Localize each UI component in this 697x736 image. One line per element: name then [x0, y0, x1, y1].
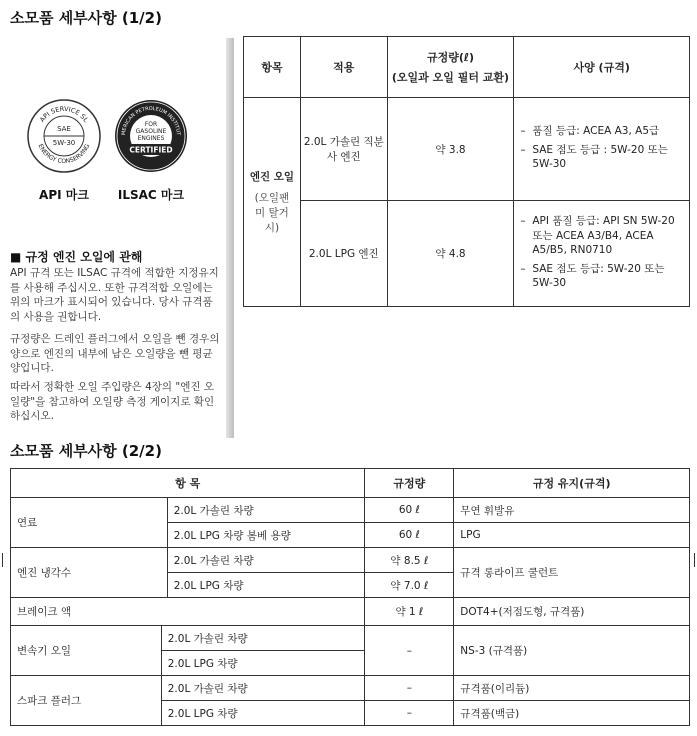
table-row — [11, 548, 690, 573]
spark-spec: 규격품(백금) — [454, 701, 690, 726]
transmission-qty: – — [365, 626, 454, 676]
engine-oil-table — [243, 36, 690, 307]
col-item: 항 목 — [11, 469, 365, 498]
coolant-name: 엔진 냉각수 — [11, 548, 168, 598]
col-qty-line1: 규정량(ℓ) — [426, 51, 475, 64]
col-qty-line2: (오일과 오일 필터 교환) — [391, 71, 510, 84]
spec-item: – API 품질 등급: API SN 5W-20 또는 ACEA A3/B4, ACEA A5/B5, RN0710 — [520, 214, 683, 258]
spec-cell — [514, 98, 690, 201]
table-row — [244, 201, 690, 307]
engine-oil-item-name: 엔진 오일 — [249, 171, 295, 183]
engine-oil-item-note: (오일팬 미 탈거 시) — [254, 192, 290, 234]
notes-paragraph-2: 규정량은 드레인 플러그에서 오일을 뺀 경우의 양으로 엔진의 내부에 남은 오일량을 뺀 평균 양입니다. — [10, 333, 220, 374]
apply-cell: 2.0L 가솔린 직분사 엔진 — [300, 98, 387, 201]
table-row — [11, 598, 690, 626]
engine-oil-item-cell — [244, 98, 301, 307]
spec-item: – 품질 등급: ACEA A3, A5급 — [520, 124, 683, 139]
table-row — [11, 676, 690, 701]
notes-paragraph-3: 따라서 정확한 오일 주입량은 4장의 "엔진 오일량"을 참고하여 오일량 측정 게이지로 확인하십시오. — [10, 381, 215, 422]
coolant-sub: 2.0L 가솔린 차량 — [167, 548, 365, 573]
spark-sub: 2.0L LPG 차량 — [161, 701, 365, 726]
coolant-spec: 규격 롱라이프 쿨런트 — [454, 548, 690, 598]
qty-cell: 약 3.8 — [387, 98, 514, 201]
svg-text:API SERVICE SL — [38, 105, 90, 124]
transmission-name: 변속기 오일 — [11, 626, 162, 676]
brake-spec: DOT4+(저점도형, 규격품) — [454, 598, 690, 626]
col-spec: 규정 유지(규격) — [454, 469, 690, 498]
engine-oil-header-row — [244, 37, 690, 98]
qty-cell: 약 4.8 — [387, 201, 514, 307]
ilsac-center-line3: ENGINES — [137, 135, 165, 142]
fuel-sub: 2.0L 가솔린 차량 — [167, 498, 365, 523]
brake-qty: 약 1 ℓ — [365, 598, 454, 626]
ilsac-banner: CERTIFIED — [129, 145, 173, 155]
consumables-table — [10, 468, 690, 726]
api-mark-label: API 마크 — [39, 188, 89, 202]
right-edge-mark — [694, 553, 695, 567]
api-center-line1: SAE — [57, 125, 71, 133]
ilsac-center-line2: GASOLINE — [135, 128, 167, 135]
side-shade-bar — [226, 38, 234, 438]
api-ring-bottom: ENERGY CONSERVING — [36, 143, 92, 166]
consumables-header-row — [11, 469, 690, 498]
spark-spec: 규격품(이리듐) — [454, 676, 690, 701]
fuel-name: 연료 — [11, 498, 168, 548]
fuel-qty: 60 ℓ — [365, 498, 454, 523]
coolant-qty: 약 7.0 ℓ — [365, 573, 454, 598]
fuel-spec: 무연 휘발유 — [454, 498, 690, 523]
col-spec: 사양 (규격) — [514, 37, 690, 98]
fuel-spec: LPG — [454, 523, 690, 548]
table-row — [11, 498, 690, 523]
col-apply: 적용 — [300, 37, 387, 98]
col-item: 항목 — [244, 37, 301, 98]
notes-paragraph-1: API 규격 또는 ILSAC 규격에 적합한 지정유지를 사용해 주십시오. 또한 규격적합 오일에는 위의 마크가 표시되어 있습니다. 당사 규격품의 사용을 권합니다. — [10, 267, 219, 323]
page-title-2: 소모품 세부사항 (2/2) — [10, 442, 162, 460]
coolant-sub: 2.0L LPG 차량 — [167, 573, 365, 598]
spark-sub: 2.0L 가솔린 차량 — [161, 676, 365, 701]
api-ring-top: API SERVICE SL — [38, 104, 90, 124]
transmission-sub: 2.0L 가솔린 차량 — [161, 626, 365, 651]
api-center-line2: 5W-30 — [52, 139, 76, 147]
ilsac-mark-label: ILSAC 마크 — [117, 188, 185, 202]
col-qty: 규정량 — [365, 469, 454, 498]
left-edge-mark — [2, 553, 3, 567]
api-service-mark-icon — [26, 98, 102, 174]
transmission-spec: NS-3 (규격품) — [454, 626, 690, 676]
table-row — [11, 626, 690, 651]
table-row — [244, 98, 690, 201]
col-qty — [387, 37, 514, 98]
spark-qty: – — [365, 676, 454, 701]
spark-qty: – — [365, 701, 454, 726]
spec-cell — [514, 201, 690, 307]
apply-cell: 2.0L LPG 엔진 — [300, 201, 387, 307]
ilsac-center-line1: FOR — [144, 121, 158, 128]
brake-name: 브레이크 액 — [11, 598, 365, 626]
coolant-qty: 약 8.5 ℓ — [365, 548, 454, 573]
spec-item: – SAE 점도 등급 : 5W-20 또는 5W-30 — [520, 143, 683, 172]
spec-item: – SAE 점도 등급: 5W-20 또는 5W-30 — [520, 262, 683, 291]
spark-name: 스파크 플러그 — [11, 676, 162, 726]
notes-heading: ■ 규정 엔진 오일에 관해 — [10, 250, 143, 264]
fuel-qty: 60 ℓ — [365, 523, 454, 548]
ilsac-ring-top: MERICAN PETROLEUM INSTITUT — [120, 105, 182, 136]
page-title-1: 소모품 세부사항 (1/2) — [10, 9, 162, 27]
transmission-sub: 2.0L LPG 차량 — [161, 651, 365, 676]
fuel-sub: 2.0L LPG 차량 봄베 용량 — [167, 523, 365, 548]
ilsac-starburst-icon — [113, 98, 189, 174]
